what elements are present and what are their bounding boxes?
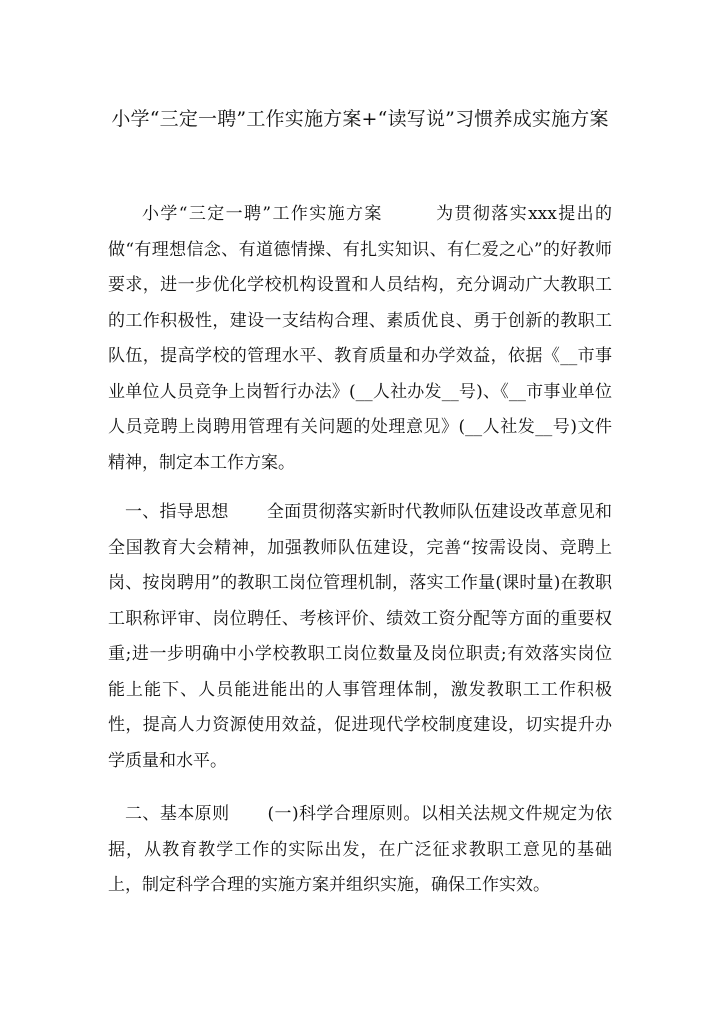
section2-body: (一)科学合理原则。以相关法规文件规定为依据，从教育教学工作的实际出发，在广泛征求教职工意见的基础上，制定科学合理的实施方案并组织实施，确保工作实效。 xyxy=(108,804,613,895)
section-basic-principles xyxy=(108,797,612,904)
section2-heading: 二、基本原则 xyxy=(125,804,230,824)
section1-heading: 一、指导思想 xyxy=(125,502,229,522)
intro-paragraph xyxy=(108,197,612,481)
intro-body: 为贯彻落实xxx提出的做“有理想信念、有道德情操、有扎实知识、有仁爱之心”的好教师要求，进一步优化学校机构设置和人员结构，充分调动广大教职工的工作积极性，建设一支结构合理、素质优良、勇于创新的教职工队伍，提高学校的管理水平、教育质量和办学效益，依据《__市事业单位人员竞争上岗暂行办法》(__人社办发__号)、《__市事业单位人员竞聘上岗聘用管理有关问题的处理意见》(__人社发__号)文件精神，制定本工作方案。 xyxy=(108,204,612,473)
intro-heading: 小学“三定一聘”工作实施方案 xyxy=(142,204,383,224)
section-guiding-ideology xyxy=(108,495,612,779)
document-title: 小学“三定一聘”工作实施方案+“读写说”习惯养成实施方案 xyxy=(111,108,609,130)
section1-body: 全面贯彻落实新时代教师队伍建设改革意见和全国教育大会精神，加强教师队伍建设，完善“按需设岗、竞聘上岗、按岗聘用”的教职工岗位管理机制，落实工作量(课时量)在教职工职称评审、岗位聘任、考核评价、绩效工资分配等方面的重要权重;进一步明确中小学校教职工岗位数量及岗位职责;有效落实岗位能上能下、人员能进能出的人事管理体制，激发教职工工作积极性，提高人力资源使用效益，促进现代学校制度建设，切实提升办学质量和水平。 xyxy=(108,502,613,771)
